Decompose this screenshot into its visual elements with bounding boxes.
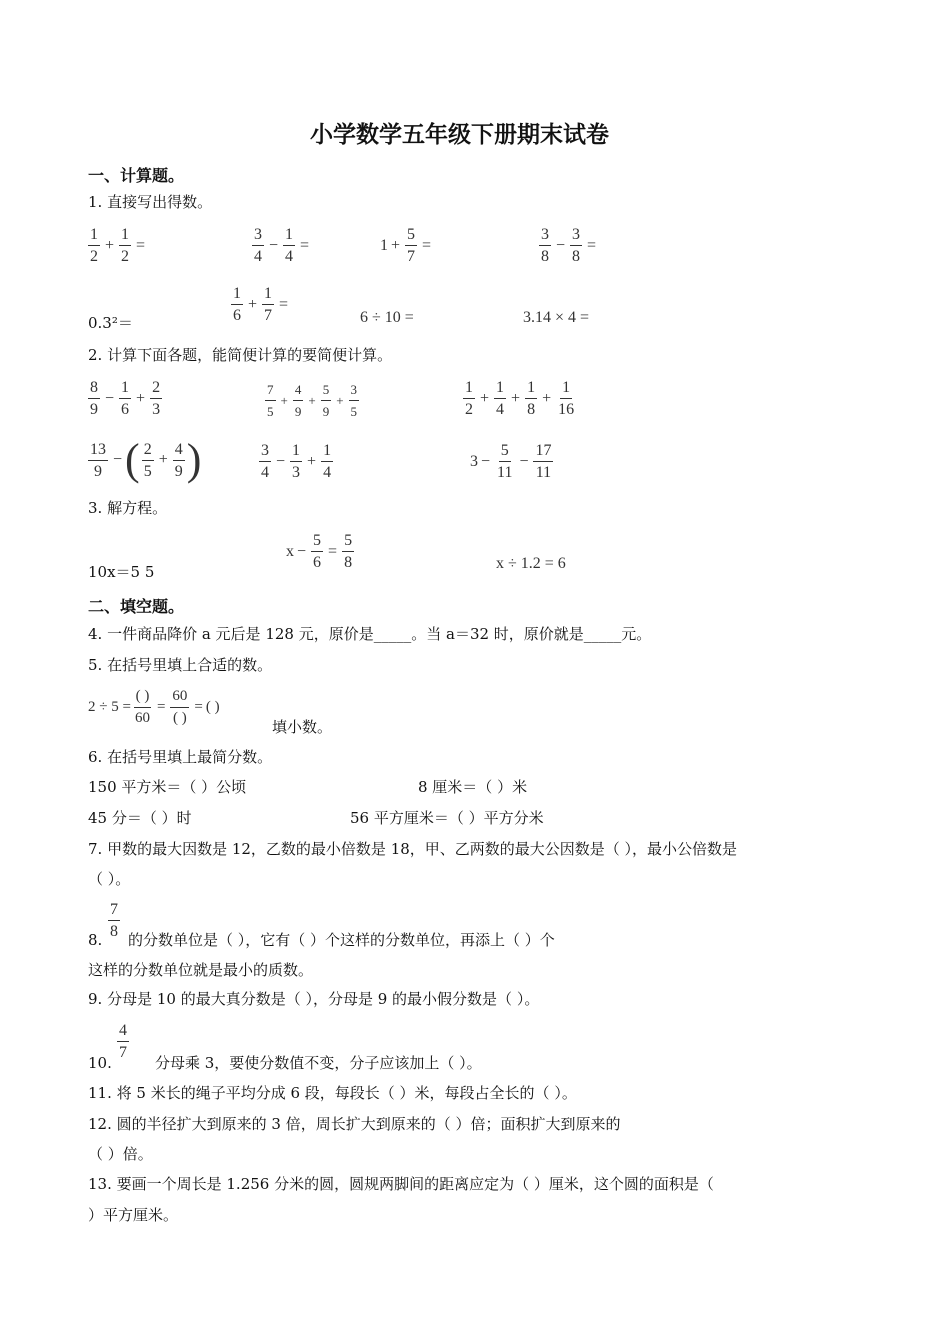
question-4: 4. 一件商品降价 a 元后是 128 元，原价是_____。当 a＝32 时，原价就是_____元。 (88, 625, 652, 643)
question-8-line1: 的分数单位是（ ），它有（ ）个这样的分数单位，再添上（ ）个 (128, 931, 555, 949)
question-6a: 150 平方米＝（ ）公顷 (88, 778, 247, 796)
expr-1f: $\frac{1}{6}$ + $\frac{1}{7}$ = (233, 285, 289, 324)
expr-2d: $\frac{13}{9}$ − ( $\frac{2}{5}$ + $\frac{4}{9}$ ) (90, 435, 202, 484)
question-12-line2: （ ）倍。 (88, 1145, 153, 1163)
expr-1e: 0.3²＝ (88, 314, 133, 332)
question-1: 1. 直接写出得数。 (88, 193, 213, 211)
page-title: 小学数学五年级下册期末试卷 (310, 122, 609, 148)
question-5: 5. 在括号里填上合适的数。 (88, 656, 273, 674)
question-8-line2: 这样的分数单位就是最小的质数。 (88, 961, 314, 979)
question-8-fraction: $\frac{7}{8}$ (110, 901, 118, 940)
expr-3b: x − $\frac{5}{6}$ = $\frac{5}{8}$ (286, 532, 353, 571)
question-9: 9. 分母是 10 的最大真分数是（ ），分母是 9 的最小假分数是（ ）。 (88, 990, 540, 1008)
expr-1b: $\frac{3}{4}$ − $\frac{1}{4}$ = (254, 226, 310, 265)
section-heading-1: 一、计算题。 (88, 166, 185, 185)
expr-1h: 3.14 × 4 = (523, 309, 590, 326)
expr-2b: $\frac{7}{5}$ + $\frac{4}{9}$ + $\frac{5}{9}$ + $\frac{3}{5}$ (263, 379, 361, 422)
expr-1a: $\frac{1}{2}$ + $\frac{1}{2}$ = (90, 226, 146, 265)
expr-5: 2 ÷ 5 = $\frac{( )}{60}$ = $\frac{60}{( )}$ = ( ) (88, 688, 220, 726)
question-12-line1: 12. 圆的半径扩大到原来的 3 倍，周长扩大到原来的（ ）倍；面积扩大到原来的 (88, 1115, 621, 1133)
expr-3a: 10x＝5 5 (88, 563, 155, 581)
expr-1g: 6 ÷ 10 = (360, 309, 414, 326)
question-5-tail: 填小数。 (272, 718, 333, 736)
question-7-line2: （ ）。 (88, 870, 131, 888)
question-6: 6. 在括号里填上最简分数。 (88, 748, 273, 766)
question-10-fraction: $\frac{4}{7}$ (119, 1022, 127, 1061)
expr-2a: $\frac{8}{9}$ − $\frac{1}{6}$ + $\frac{2}{3}$ (90, 379, 161, 418)
question-10: 分母乘 3，要使分数值不变，分子应该加上（ ）。 (155, 1054, 482, 1072)
question-3: 3. 解方程。 (88, 499, 168, 517)
expr-2c: $\frac{1}{2}$ + $\frac{1}{4}$ + $\frac{1}{8}$ + $\frac{1}{16}$ (465, 379, 575, 418)
expr-2e: $\frac{3}{4}$ − $\frac{1}{3}$ + $\frac{1}{4}$ (261, 442, 332, 481)
expr-3c: x ÷ 1.2 = 6 (496, 555, 566, 572)
question-2: 2. 计算下面各题，能简便计算的要简便计算。 (88, 346, 393, 364)
question-13-line2: ）平方厘米。 (88, 1206, 179, 1224)
question-13-line1: 13. 要画一个周长是 1.256 分米的圆，圆规两脚间的距离应定为（ ）厘米，这个圆的面积是（ (88, 1175, 714, 1193)
section-heading-2: 二、填空题。 (88, 597, 185, 616)
expr-1c: 1 + $\frac{5}{7}$ = (380, 226, 432, 265)
expr-2f: 3 − $\frac{5}{11}$ − $\frac{17}{11}$ (470, 442, 552, 481)
question-7-line1: 7. 甲数的最大因数是 12，乙数的最小倍数是 18，甲、乙两数的最大公因数是（ ），最小公倍数是 (88, 840, 738, 858)
question-10-number: 10. (88, 1054, 112, 1072)
question-6b: 8 厘米＝（ ）米 (418, 778, 528, 796)
question-6c: 45 分＝（ ）时 (88, 809, 192, 827)
question-8-number: 8. (88, 931, 103, 949)
expr-1d: $\frac{3}{8}$ − $\frac{3}{8}$ = (541, 226, 597, 265)
question-6d: 56 平方厘米＝（ ）平方分米 (350, 809, 544, 827)
question-11: 11. 将 5 米长的绳子平均分成 6 段，每段长（ ）米，每段占全长的（ ）。 (88, 1084, 577, 1102)
